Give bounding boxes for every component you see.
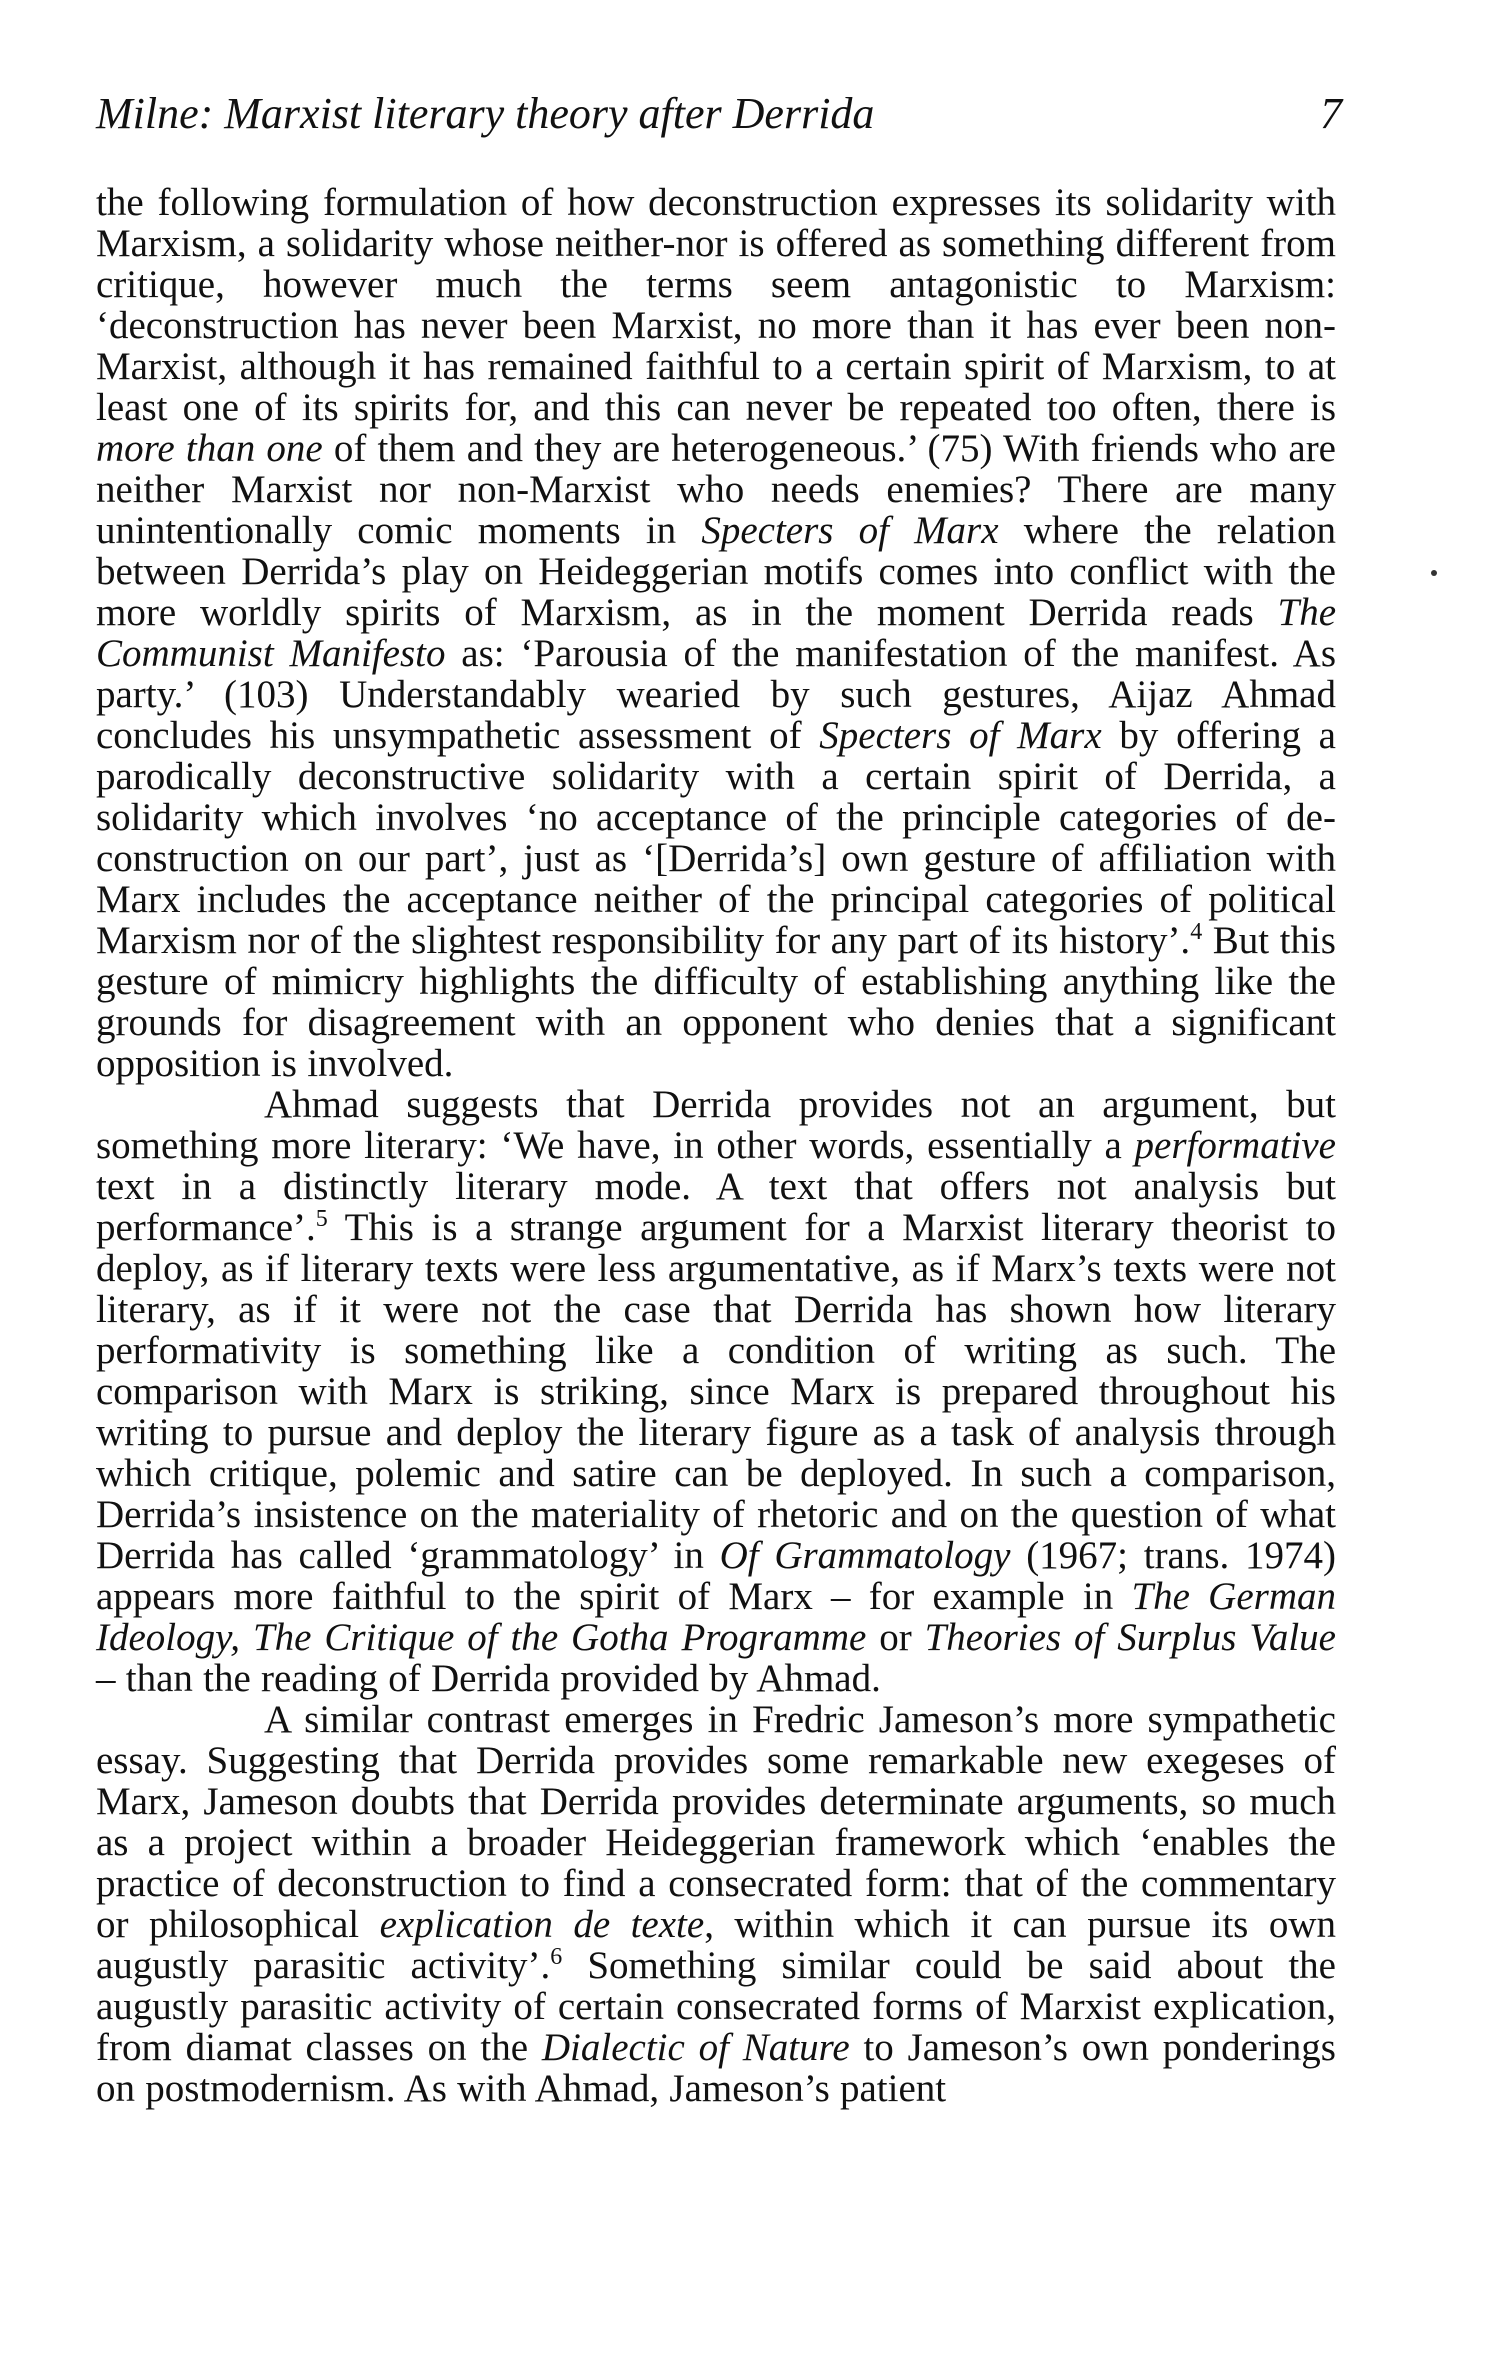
italic-text: Specters of Marx: [819, 714, 1102, 757]
text-run: Ahmad suggests that Derrida provides not an argument, but something more literary: ‘We have, in other words, essentially a: [96, 1083, 1336, 1167]
running-head: [96, 84, 1342, 144]
paragraph-2: [96, 1084, 1336, 1699]
document-page: [96, 84, 1342, 2110]
stray-mark: [1431, 570, 1437, 576]
text-run: A similar contrast emerges in Fredric Jameson’s more sympathetic essay. Suggesting that Derrida provides some remarkable new exegeses of Marx, Jameson doubts that Derrida provides determinate arguments, so much as a project within a broader Heideggerian framework which ‘enables the practice of deconstruction to find a consecrated form: that of the commentary or philosophical: [96, 1698, 1336, 1946]
italic-text: The German Ideology, The Critique of the Gotha Programme: [96, 1575, 1336, 1659]
text-run: or: [866, 1616, 925, 1659]
text-run: (1967; trans. 1974) appears more faithful to the spirit of Marx – for example in: [96, 1534, 1336, 1618]
text-run: as: ‘Parousia of the manifestation of the manifest. As party.’ (103) Understandably wearied by such gestures, Aijaz Ahmad concludes his unsympathetic assessment of: [96, 632, 1337, 757]
text-run: – than the reading of Derrida provided by Ahmad.: [96, 1657, 881, 1700]
footnote-marker: 4: [1190, 919, 1203, 945]
text-run: text in a distinctly literary mode. A text that offers not analysis but performance’.: [96, 1165, 1336, 1249]
footnote-marker: 5: [315, 1206, 328, 1232]
text-run: , within which it can pursue its own augustly parasitic activity’.: [96, 1903, 1336, 1987]
italic-text: more than one: [96, 427, 323, 470]
body-text: [96, 182, 1336, 2109]
running-title: Milne: Marxist literary theory after Derrida: [96, 89, 875, 138]
italic-text: explication de texte: [379, 1903, 705, 1946]
italic-text: Of Grammatology: [719, 1534, 1011, 1577]
italic-text: Specters of Marx: [701, 509, 999, 552]
paragraph-3: [96, 1699, 1336, 2109]
text-run: But this gesture of mimicry highlights the difficulty of establishing anything like the grounds for disagreement with an opponent who denies that a significant opposition is involved.: [96, 919, 1336, 1085]
italic-text: performative: [1134, 1124, 1336, 1167]
italic-text: Dialectic of Nature: [541, 2026, 850, 2069]
text-run: This is a strange argument for a Marxist literary theorist to deploy, as if literary texts were less argumentative, as if Marx’s texts were not literary, as if it were not the case that Derrida has shown how literary performativity is something like a condition of writing as such. The comparison with Marx is striking, since Marx is prepared throughout his writing to pursue and deploy the literary figure as a task of analysis through which critique, polemic and satire can be deployed. In such a comparison, Derrida’s insistence on the materiality of rhetoric and on the question of what Derrida has called ‘grammatology’ in: [96, 1206, 1336, 1577]
text-run: to Jameson’s own ponderings on postmodernism. As with Ahmad, Jameson’s patient: [96, 2026, 1336, 2110]
italic-text: The Communist Manifesto: [96, 591, 1336, 675]
page-number: 7: [1320, 89, 1342, 138]
paragraph-1: [96, 182, 1336, 1084]
italic-text: Theories of Surplus Value: [924, 1616, 1336, 1659]
text-run: Something similar could be said about the augustly parasitic activity of certain consecrated forms of Marxist explication, from diamat classes on the: [96, 1944, 1336, 2069]
text-run: of them and they are heterogeneous.’ (75) With friends who are neither Marxist nor non-Marxist who needs enemies? There are many unintentionally comic moments in: [96, 427, 1336, 552]
footnote-marker: 6: [550, 1944, 563, 1970]
text-run: by offering a parodically deconstructive solidarity with a certain spirit of Derrida, a solidarity which involves ‘no acceptance of the principle categories of deconstruction on our part’, just as ‘[Derrida’s] own gesture of affiliation with Marx includes the acceptance neither of the principal categories of political Marxism nor of the slightest responsibility for any part of its history’.: [96, 714, 1336, 962]
text-run: the following formulation of how deconstruction expresses its solidarity with Marxism, a solidarity whose neither-nor is offered as something different from critique, however much the terms seem antagonistic to Marxism: ‘deconstruction has never been Marxist, no more than it has ever been non-Marxist, although it has remained faithful to a certain spirit of Marxism, to at least one of its spirits for, and this can never be repeated too often, there is: [96, 181, 1336, 429]
text-run: where the relation between Derrida’s play on Heideggerian motifs comes into conflict with the more worldly spirits of Marxism, as in the moment Derrida reads: [96, 509, 1336, 634]
